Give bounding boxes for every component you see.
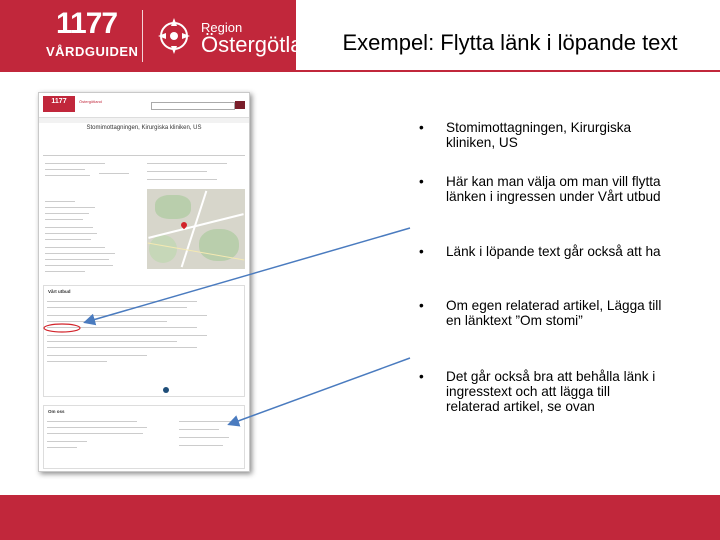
screenshot-om-oss-heading: Om oss xyxy=(48,409,65,414)
bullet-item: • Länk i löpande text går också att ha xyxy=(416,244,666,274)
screenshot-utbud-heading: Vårt utbud xyxy=(48,289,71,294)
bullet-item: • Stomimottagningen, Kirurgiska kliniken, US xyxy=(416,120,666,150)
link-highlight-circle xyxy=(44,324,80,332)
bullet-item: • Det går också bra att behålla länk i ingresstext och att lägga till relaterad artikel, se ovan xyxy=(416,369,666,414)
logo-vardguiden: VÅRDGUIDEN xyxy=(46,44,139,59)
screenshot-logo-number: 1177 xyxy=(51,98,67,105)
bullet-item: • Om egen relaterad artikel, Lägga till en länktext ”Om stomi” xyxy=(416,298,666,343)
bullet-item: • Här kan man välja om man vill flytta länken i ingressen under Vårt utbud xyxy=(416,174,666,219)
slide-title: Exempel: Flytta länk i löpande text xyxy=(342,30,678,55)
bullet-list xyxy=(416,120,666,414)
screenshot-page-title: Stomimottagningen, Kirurgiska kliniken, US xyxy=(86,125,202,131)
slide-footer xyxy=(0,495,720,540)
region-label: Region xyxy=(201,20,243,35)
region-name: Östergötland xyxy=(201,32,327,57)
arrow-to-related xyxy=(230,358,410,424)
logo-1177: 1177 xyxy=(56,7,118,40)
screenshot-region-name: Östergötland xyxy=(79,99,102,104)
arrow-to-link xyxy=(86,228,410,322)
